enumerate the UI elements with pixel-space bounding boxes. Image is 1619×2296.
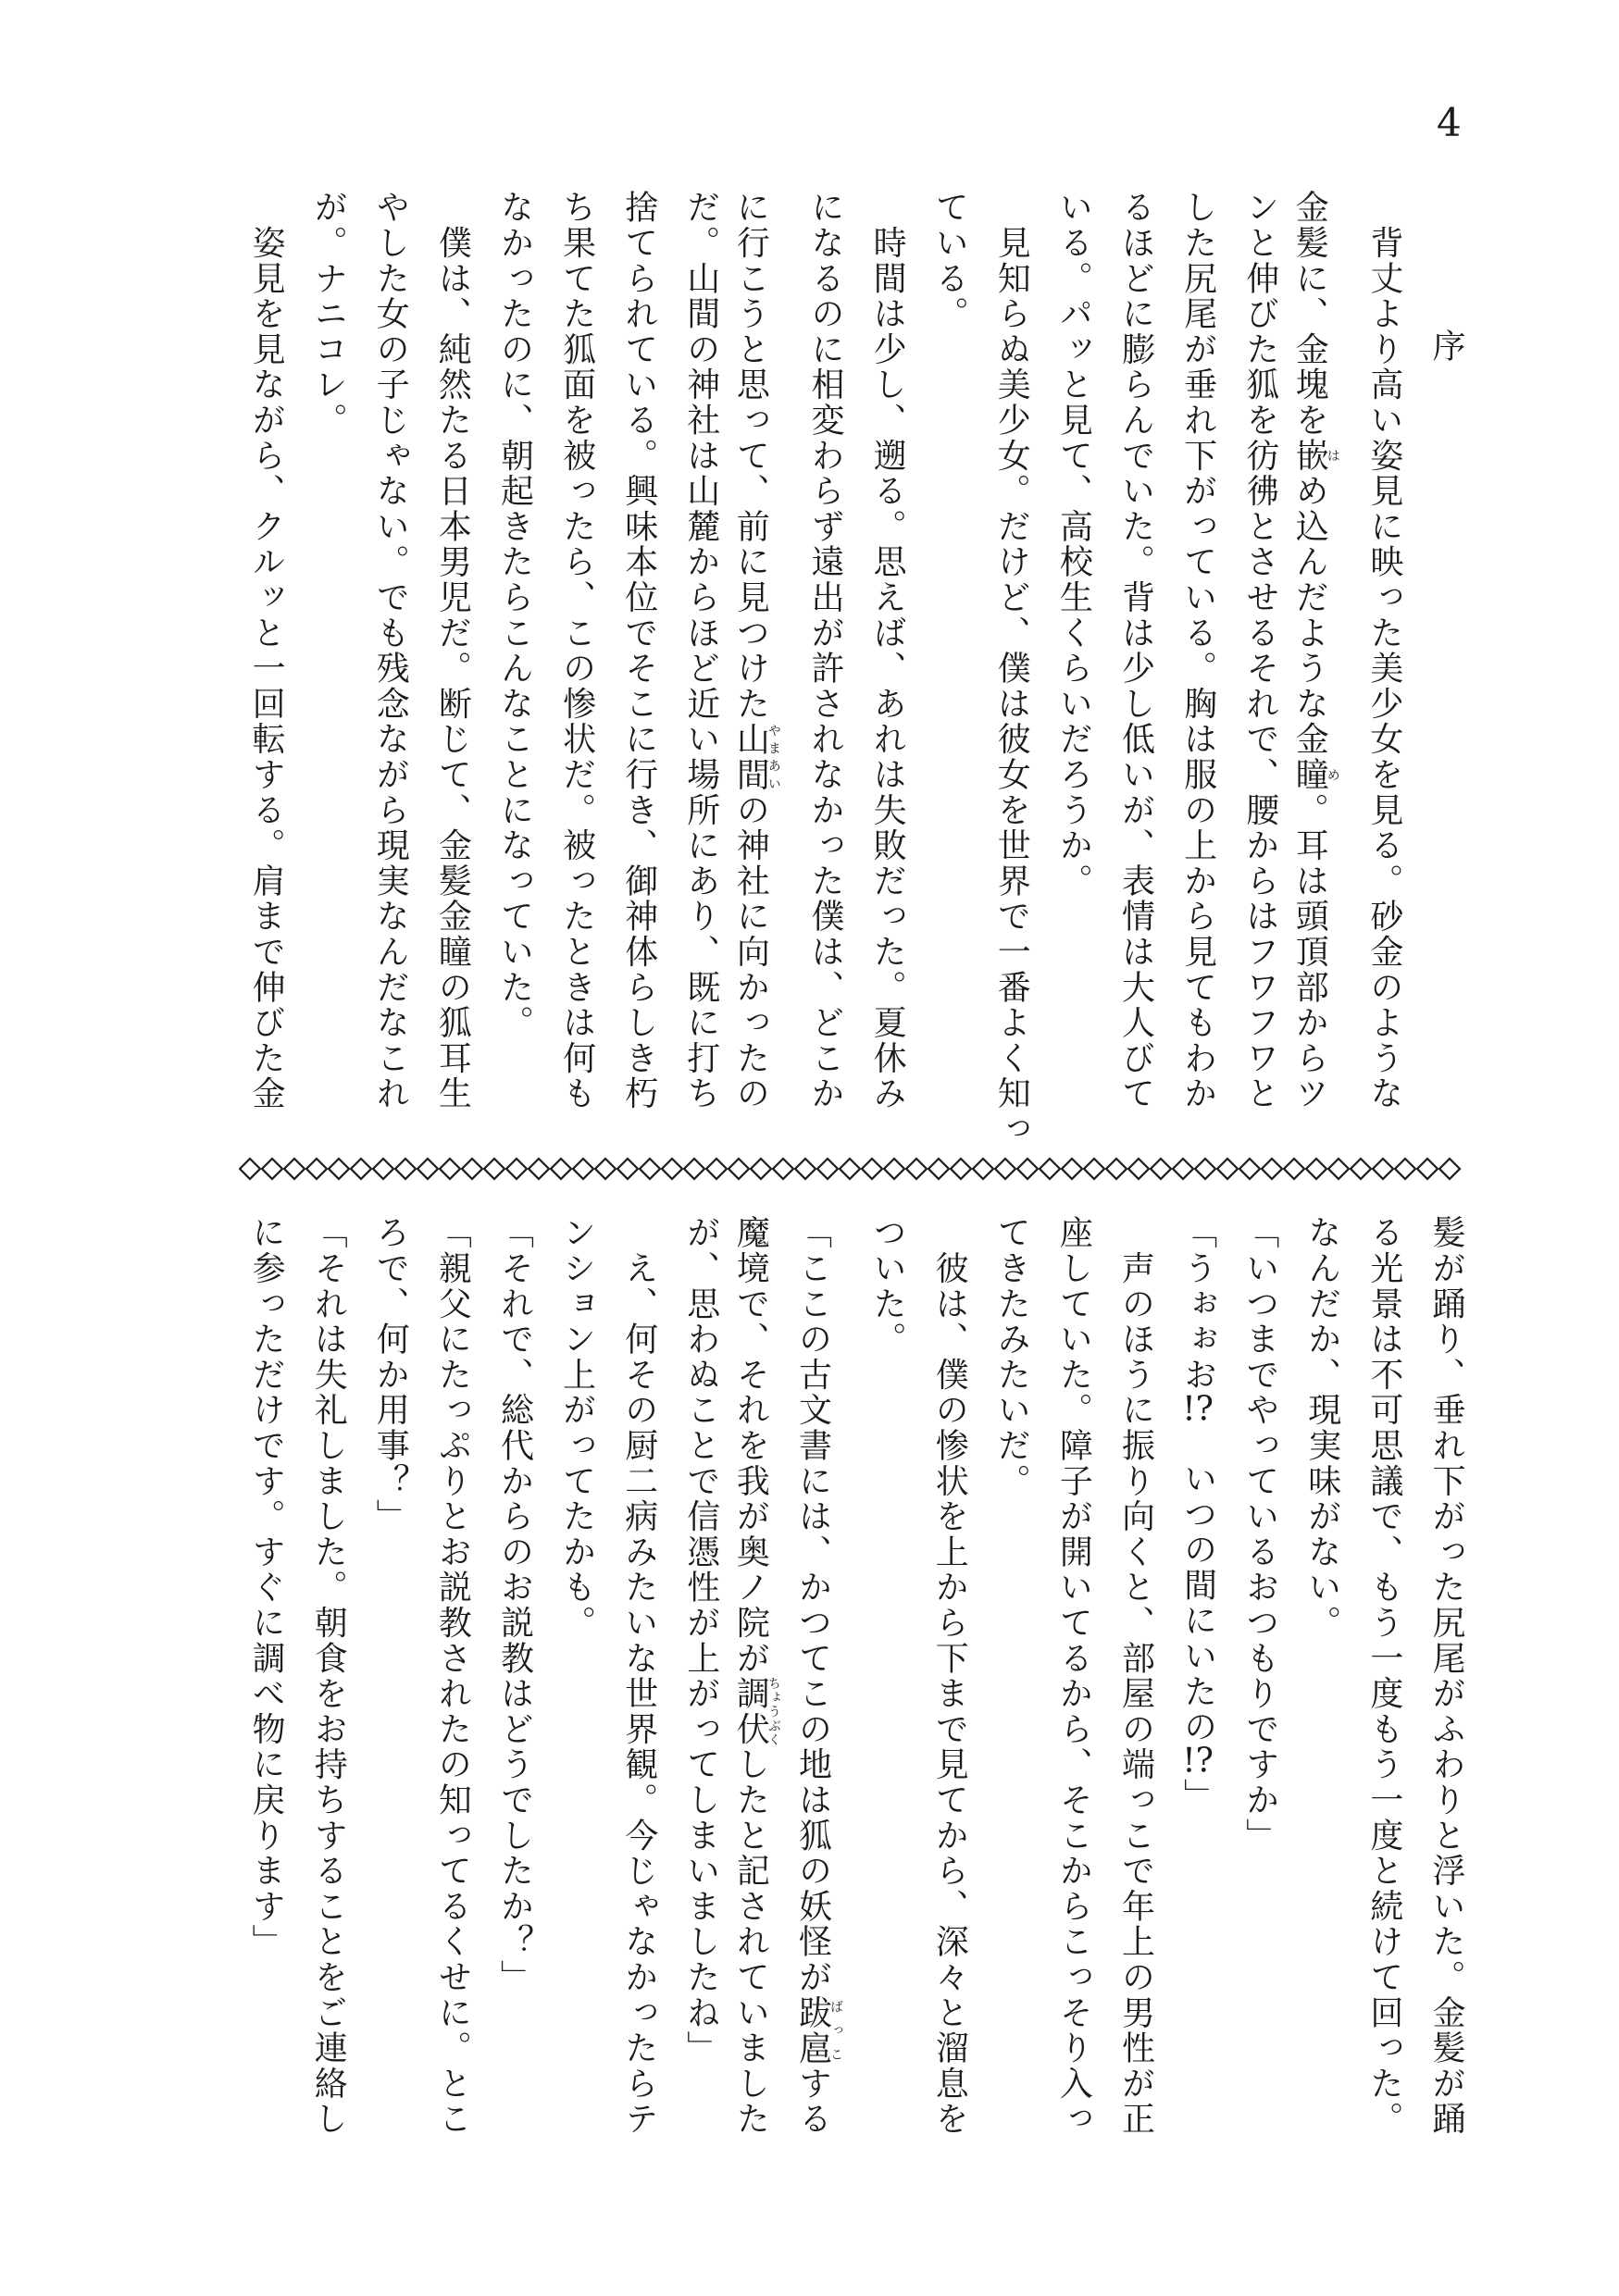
text-column: 「親父にたっぷりとお説教されたの知ってるくせに。とこ: [433, 1215, 472, 2137]
diamond-ornament: [529, 1159, 549, 1179]
diamond-ornament: [373, 1159, 393, 1179]
ruby-annotation: 瞳め: [1290, 756, 1340, 793]
diamond-ornament: [1128, 1159, 1149, 1179]
diamond-ornament: [751, 1159, 771, 1179]
text-column: え、何その厨二病みたいな世界観。今じゃなかったらテ: [619, 1215, 658, 2137]
text-column: 彼は、僕の惨状を上から下まで見てから、深々と溜息を: [930, 1215, 969, 2137]
text-column: 「それは失礼しました。朝食をお持ちすることをご連絡し: [309, 1215, 348, 2137]
text-column: 座していた。障子が開いてるから、そこからこっそり入っ: [1054, 1215, 1093, 2137]
diamond-ornament: [729, 1159, 749, 1179]
text-column: 声のほうに振り向くと、部屋の端っこで年上の男性が正: [1116, 1215, 1155, 2137]
diamond-ornament: [306, 1159, 327, 1179]
diamond-ornament: [1417, 1159, 1438, 1179]
text-column: 「いつまでやっているおつもりですか」: [1240, 1215, 1279, 1854]
diamond-ornament: [595, 1159, 616, 1179]
ruby-annotation: 跋扈ばっこ: [793, 1994, 843, 2066]
text-column: になるのに相変わらず遠出が許されなかった僕は、どこか: [806, 190, 844, 1111]
text-column: やした女の子じゃない。でも残念ながら現実なんだなこれ: [371, 190, 410, 1111]
text-column: ついた。: [868, 1215, 907, 1358]
diamond-ornament: [506, 1159, 527, 1179]
text-column: 「ここの古文書には、かつてこの地は狐の妖怪が跋扈ばっこする: [793, 1215, 843, 2137]
diamond-ornament: [906, 1159, 927, 1179]
text-column: が、思わぬことで信憑性が上がってしまいましたね」: [681, 1215, 720, 2066]
diamond-ornament: [1328, 1159, 1349, 1179]
diamond-ornament: [1195, 1159, 1215, 1179]
text-column: る光景は不可思議で、もう一度もう一度と続けて回った。: [1364, 1215, 1403, 2137]
diamond-ornament: [1040, 1159, 1060, 1179]
text-column: だ。山間の神社は山麓からほど近い場所にあり、既に打ち: [681, 190, 720, 1111]
exclamation-question: !?: [1182, 1392, 1214, 1426]
text-column: ンと伸びた狐を彷彿とさせるそれで、腰からはフワフワと: [1240, 190, 1279, 1111]
text-column: 「それで、総代からのお説教はどうでしたか？」: [495, 1215, 534, 1995]
text-column: 魔境で、それを我が奥ノ院が調伏ちょうぶくしたと記されていました: [731, 1215, 781, 2137]
diamond-ornament: [928, 1159, 949, 1179]
text-column: てきたみたいだ。: [992, 1215, 1031, 1499]
diamond-ornament: [329, 1159, 349, 1179]
diamond-ornament: [462, 1159, 482, 1179]
text-column: 見知らぬ美少女。だけど、僕は彼女を世界で一番よく知っ: [992, 190, 1031, 1148]
text-column: に参っただけです。すぐに調べ物に戻ります」: [247, 1215, 286, 1960]
text-column: に行こうと思って、前に見つけた山間やまあいの神社に向かったの: [731, 190, 781, 1111]
diamond-ornament: [1306, 1159, 1326, 1179]
diamond-ornament: [1351, 1159, 1371, 1179]
diamond-ornament: [951, 1159, 971, 1179]
diamond-ornament: [773, 1159, 793, 1179]
diamond-ornament: [284, 1159, 305, 1179]
diamond-ornament: [1106, 1159, 1127, 1179]
diamond-ornament: [573, 1159, 593, 1179]
diamond-ornament: [1173, 1159, 1193, 1179]
diamond-ornament: [817, 1159, 838, 1179]
text-column: した尻尾が垂れ下がっている。胸は服の上から見てもわか: [1178, 190, 1217, 1111]
diamond-ornament: [1439, 1159, 1460, 1179]
diamond-ornament: [662, 1159, 682, 1179]
text-column: いる。パッと見て、高校生くらいだろうか。: [1054, 190, 1093, 899]
diamond-ornament: [551, 1159, 571, 1179]
text-column: 金髪に、金塊を嵌はめ込んだような金瞳め。耳は頭頂部からツ: [1290, 190, 1340, 1111]
diamond-ornament: [973, 1159, 993, 1179]
ruby-annotation: 山間やまあい: [731, 721, 781, 793]
diamond-ornament: [1284, 1159, 1304, 1179]
diamond-ornament: [1062, 1159, 1082, 1179]
diamond-ornament: [840, 1159, 860, 1179]
diamond-ornament: [1217, 1159, 1238, 1179]
text-column: なかったのに、朝起きたらこんなことになっていた。: [495, 190, 534, 1041]
diamond-ornament: [1084, 1159, 1104, 1179]
text-column: なんだか、現実味がない。: [1302, 1215, 1341, 1641]
diamond-ornament: [862, 1159, 882, 1179]
text-column: 背丈より高い姿見に映った美少女を見る。砂金のような: [1364, 190, 1403, 1111]
diamond-ornament: [417, 1159, 438, 1179]
ruby-annotation: 調伏ちょうぶく: [731, 1675, 781, 1747]
text-column: が。ナニコレ。: [309, 190, 348, 439]
text-column: ている。: [930, 190, 969, 332]
text-column: 僕は、純然たる日本男児だ。断じて、金髪金瞳の狐耳生: [433, 190, 472, 1111]
diamond-ornament: [1151, 1159, 1171, 1179]
diamond-ornament: [395, 1159, 416, 1179]
diamond-ornament: [617, 1159, 638, 1179]
text-column: ンション上がってたかも。: [557, 1215, 596, 1641]
ruby-annotation: 嵌は: [1290, 438, 1340, 474]
text-column: ち果てた狐面を被ったら、この惨状だ。被ったときは何も: [557, 190, 596, 1111]
diamond-ornament: [440, 1159, 460, 1179]
diamond-ornament: [684, 1159, 704, 1179]
diamond-ornament: [1395, 1159, 1415, 1179]
text-column: 捨てられている。興味本位でそこに行き、御神体らしき朽: [619, 190, 658, 1111]
diamond-ornament: [1239, 1159, 1260, 1179]
diamond-ornament: [795, 1159, 816, 1179]
text-column: 時間は少し、遡る。思えば、あれは失敗だった。夏休み: [868, 190, 907, 1111]
text-column: ろで、何か用事？」: [371, 1215, 410, 1534]
diamond-divider: [239, 1156, 1470, 1184]
diamond-ornament: [640, 1159, 660, 1179]
text-column: るほどに膨らんでいた。背は少し低いが、表情は大人びて: [1116, 190, 1155, 1111]
exclamation-question: !?: [1182, 1744, 1214, 1779]
diamond-ornament: [1262, 1159, 1282, 1179]
page-number: 4: [1437, 100, 1462, 145]
chapter-title: 序: [1427, 329, 1465, 362]
diamond-ornament: [884, 1159, 904, 1179]
text-column: 姿見を見ながら、クルッと一回転する。肩まで伸びた金: [247, 190, 286, 1111]
diamond-ornament: [484, 1159, 504, 1179]
diamond-ornament: [351, 1159, 371, 1179]
text-column: 「うぉぉお!? いつの間にいたの!?」: [1178, 1215, 1217, 1814]
diamond-ornament: [706, 1159, 727, 1179]
text-column: 髪が踊り、垂れ下がった尻尾がふわりと浮いた。金髪が踊: [1427, 1215, 1465, 2137]
diamond-ornament: [1373, 1159, 1393, 1179]
diamond-ornament: [262, 1159, 282, 1179]
diamond-ornament: [995, 1159, 1015, 1179]
diamond-ornament: [240, 1159, 260, 1179]
diamond-ornament: [1017, 1159, 1038, 1179]
